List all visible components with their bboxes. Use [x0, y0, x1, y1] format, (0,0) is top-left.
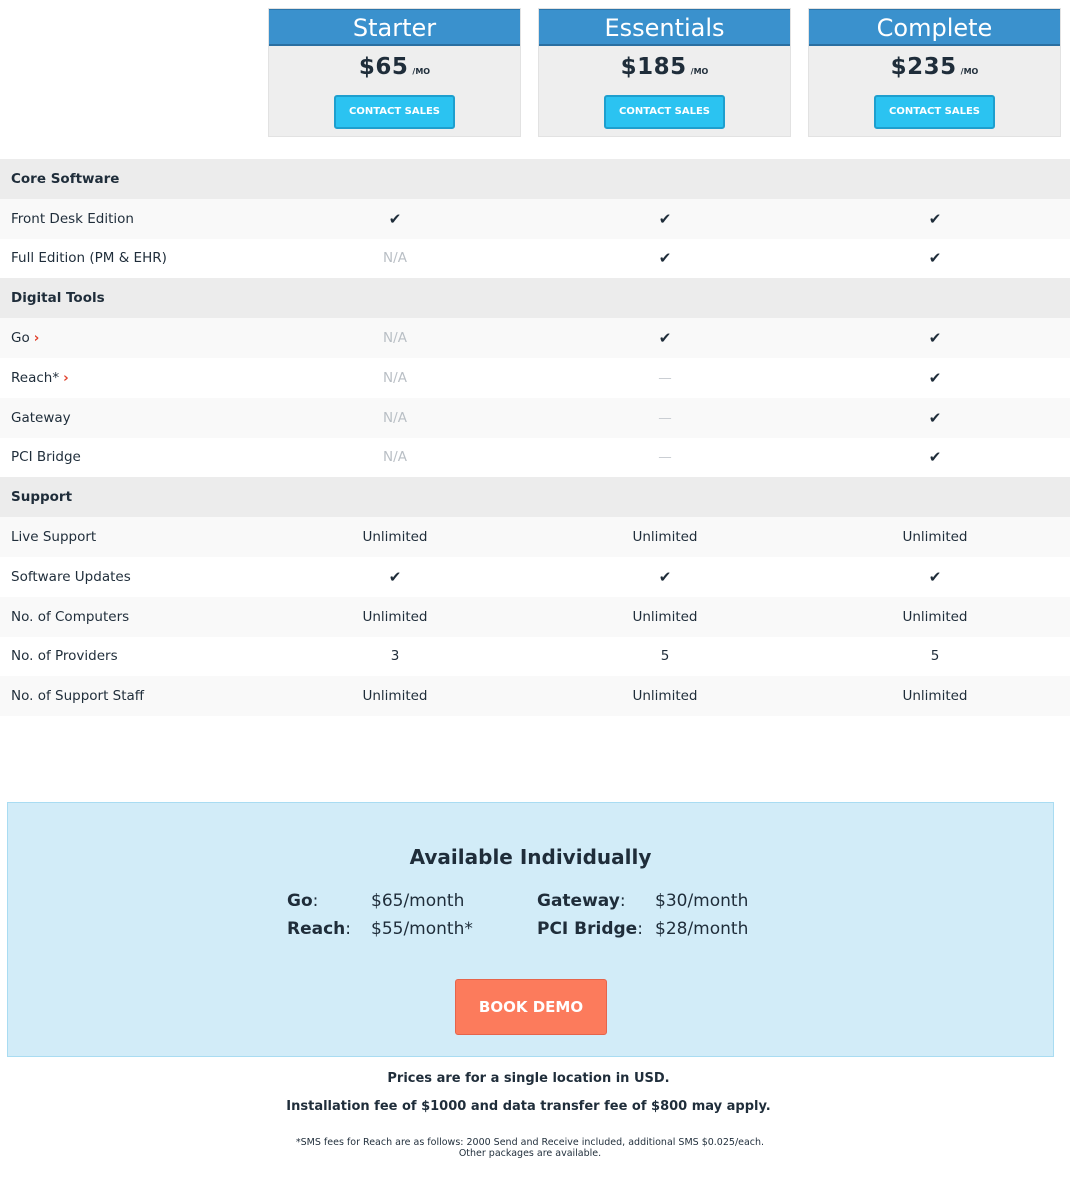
addon-price: $28/month: [655, 919, 749, 939]
dash-value: —: [658, 369, 672, 386]
other-packages-note: Other packages are available.: [458, 1148, 602, 1159]
cell-value: Unlimited: [632, 529, 698, 546]
cell-value: Unlimited: [362, 688, 428, 705]
sms-footnote: *SMS fees for Reach are as follows: 2000 Send and Receive included, additional SMS $0.025/each.: [295, 1137, 765, 1148]
check-icon: ✔: [928, 567, 942, 586]
cell-value: Unlimited: [902, 529, 968, 546]
na-value: N/A: [383, 330, 407, 347]
row-label: No. of Support Staff: [11, 688, 145, 705]
check-icon: ✔: [658, 567, 672, 586]
addon-name: Reach: [287, 919, 346, 939]
price-period: /MO: [690, 67, 709, 76]
plan-starter: [268, 8, 521, 137]
section-title: Support: [11, 489, 73, 506]
cell-value: 5: [930, 648, 940, 665]
cell-value: 5: [660, 648, 670, 665]
na-value: N/A: [383, 250, 407, 267]
available-individually-panel: [7, 802, 1054, 1057]
check-icon: ✔: [928, 249, 942, 268]
dash-value: —: [658, 409, 672, 426]
row-label: Gateway: [11, 409, 71, 426]
chevron-right-icon[interactable]: ›: [33, 330, 40, 347]
cell-value: Unlimited: [902, 608, 968, 625]
addon-price: $30/month: [655, 891, 749, 911]
addon-pci-bridge: PCI Bridge: $28/month: [537, 919, 749, 939]
check-icon: ✔: [658, 329, 672, 348]
table-row: [0, 517, 1070, 557]
section-support: [0, 477, 1070, 517]
addon-name: Gateway: [537, 891, 620, 911]
cell-value: Unlimited: [362, 529, 428, 546]
price-amount: $235: [890, 54, 957, 80]
table-row: [0, 557, 1070, 597]
cell-value: Unlimited: [632, 688, 698, 705]
table-row: [0, 318, 1070, 358]
row-label: No. of Providers: [11, 648, 118, 665]
contact-sales-button[interactable]: CONTACT SALES: [874, 95, 995, 129]
plan-essentials: [538, 8, 791, 137]
addon-reach: Reach: $55/month*: [287, 919, 473, 939]
price-amount: $185: [620, 54, 687, 80]
table-row: [0, 398, 1070, 438]
row-label: Reach*: [11, 369, 60, 386]
na-value: N/A: [383, 449, 407, 466]
plan-price: [269, 54, 520, 84]
contact-sales-button[interactable]: CONTACT SALES: [604, 95, 725, 129]
addon-gateway: Gateway: $30/month: [537, 891, 749, 911]
check-icon: ✔: [928, 448, 942, 467]
check-icon: ✔: [928, 329, 942, 348]
row-label: Software Updates: [11, 568, 131, 585]
addon-price: $65/month: [371, 891, 465, 911]
na-value: N/A: [383, 409, 407, 426]
book-demo-button[interactable]: BOOK DEMO: [455, 979, 607, 1035]
plan-price: [809, 54, 1060, 84]
table-row: [0, 239, 1070, 279]
check-icon: ✔: [658, 209, 672, 228]
section-title: Core Software: [11, 170, 120, 187]
table-row: [0, 637, 1070, 677]
plans-header: [0, 8, 1070, 138]
panel-title: Available Individually: [409, 845, 652, 869]
check-icon: ✔: [928, 209, 942, 228]
dash-value: —: [658, 449, 672, 466]
feature-table: [0, 159, 1070, 716]
table-row: [0, 199, 1070, 239]
cell-value: Unlimited: [362, 608, 428, 625]
contact-sales-button[interactable]: CONTACT SALES: [334, 95, 455, 129]
section-title: Digital Tools: [11, 290, 105, 307]
check-icon: ✔: [928, 408, 942, 427]
row-label: No. of Computers: [11, 608, 130, 625]
row-label: Go: [11, 330, 30, 347]
plan-complete: [808, 8, 1061, 137]
addon-price: $55/month*: [371, 919, 473, 939]
table-row: [0, 358, 1070, 398]
check-icon: ✔: [388, 209, 402, 228]
check-icon: ✔: [658, 249, 672, 268]
chevron-right-icon[interactable]: ›: [63, 369, 69, 386]
check-icon: ✔: [388, 567, 402, 586]
cell-value: 3: [390, 648, 400, 665]
cell-value: Unlimited: [632, 608, 698, 625]
plan-name: Essentials: [539, 9, 790, 46]
addon-name: Go: [287, 891, 313, 911]
cell-value: Unlimited: [902, 688, 968, 705]
row-label: Front Desk Edition: [11, 210, 134, 227]
addon-go: Go: $65/month: [287, 891, 465, 911]
table-row: [0, 438, 1070, 478]
price-amount: $65: [358, 54, 409, 80]
price-period: /MO: [960, 67, 979, 76]
na-value: N/A: [383, 369, 407, 386]
plan-price: [539, 54, 790, 84]
plan-name: Complete: [809, 9, 1060, 46]
location-note: Prices are for a single location in USD.: [387, 1071, 670, 1086]
fees-note: Installation fee of $1000 and data transfer fee of $800 may apply.: [286, 1099, 771, 1114]
section-core-software: [0, 159, 1070, 199]
row-label: PCI Bridge: [11, 449, 81, 466]
addon-name: PCI Bridge: [537, 919, 638, 939]
reach-link[interactable]: [11, 370, 69, 386]
section-digital-tools: [0, 278, 1070, 318]
go-link[interactable]: [11, 330, 39, 346]
row-label: Live Support: [11, 529, 97, 546]
table-row: [0, 676, 1070, 716]
price-period: /MO: [412, 67, 431, 76]
plan-name: Starter: [269, 9, 520, 46]
table-row: [0, 597, 1070, 637]
check-icon: ✔: [928, 368, 942, 387]
footnote: [0, 1137, 1060, 1159]
row-label: Full Edition (PM & EHR): [11, 250, 167, 267]
